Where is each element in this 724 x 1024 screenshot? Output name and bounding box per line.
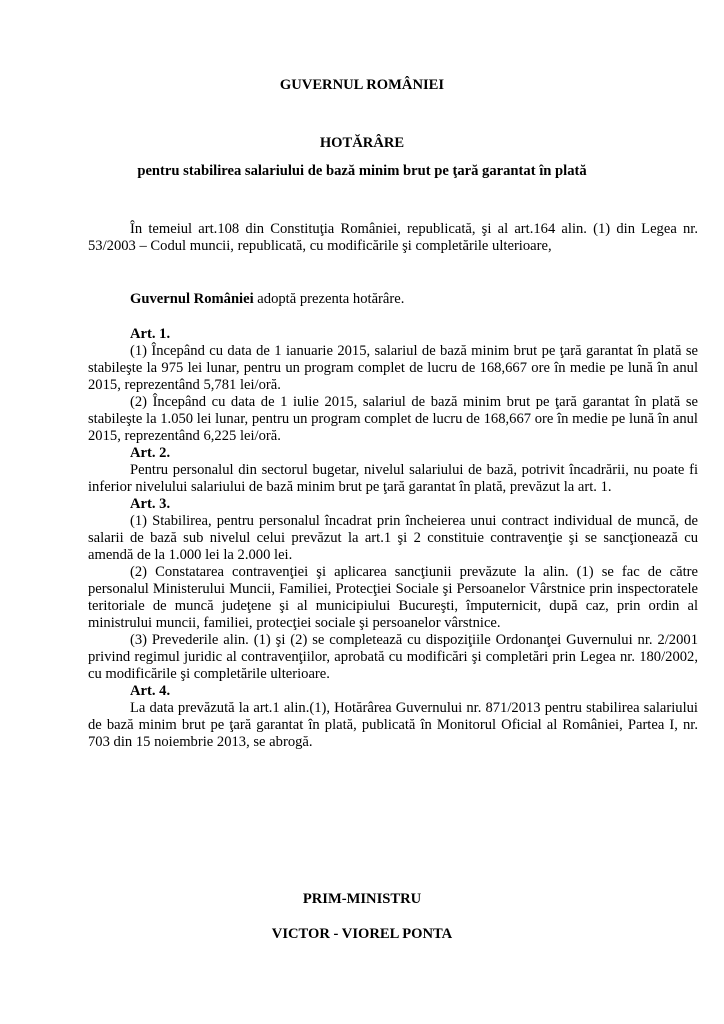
adoption-text: adoptă prezenta hotărâre. (253, 291, 405, 307)
preamble-paragraph (88, 221, 698, 255)
adopting-body: Guvernul României (130, 291, 254, 307)
article-paragraph: (1) Începând cu data de 1 ianuarie 2015, salariul de bază minim brut pe ţară garantat în plată se stabileşte la 975 lei lunar, pentru un program complet de lucru de 168,667 ore în medie pe lună în anul 2015, reprezentând 5,781 lei/oră. (88, 343, 698, 393)
article-paragraph: (2) Constatarea contravenţiei şi aplicarea sancţiunii prevăzute la alin. (1) se fac de către personalul Ministerului Muncii, Familiei, Protecţiei Sociale şi Persoanelor Vârstnice prin inspectoratele teritoriale de muncă judeţene şi al municipiului Bucureşti, împuternicit, după caz, prin ordin al ministrului muncii, familiei, protecţiei sociale şi persoanelor vârstnice. (88, 564, 698, 631)
article-paragraph: Pentru personalul din sectorul bugetar, nivelul salariului de bază, potrivit încadrării, nu poate fi inferior nivelului salariului de bază minim brut pe ţară garantat în plată, prevăzut la art. 1. (88, 462, 698, 495)
preamble-text: În temeiul art.108 din Constituţia României, republicată, şi al art.164 alin. (1) din Legea nr. 53/2003 – Codul muncii, republicată, cu modificările şi completările ulterioare, (88, 221, 698, 254)
adoption-statement (88, 291, 698, 308)
article-title: Art. 3. (130, 496, 171, 512)
article-title: Art. 2. (130, 445, 171, 461)
signatory-name: VICTOR - VIOREL PONTA (271, 926, 453, 942)
article-title: Art. 1. (130, 326, 171, 342)
signatory-role: PRIM-MINISTRU (302, 891, 422, 907)
article-paragraph: (2) Începând cu data de 1 iulie 2015, salariul de bază minim brut pe ţară garantat în plată se stabileşte la 1.050 lei lunar, pentru un program complet de lucru de 168,667 ore în medie pe lună în anul 2015, reprezentând 6,225 lei/oră. (88, 394, 698, 444)
government-heading: GUVERNUL ROMÂNIEI (279, 77, 445, 93)
article-paragraph: (3) Prevederile alin. (1) şi (2) se completează cu dispoziţiile Ordonanţei Guvernului nr. 2/2001 privind regimul juridic al contravenţiilor, aprobată cu modificări şi completări prin Legea nr. 180/2002, cu modificările şi completările ulterioare. (88, 632, 698, 682)
articles-section (88, 326, 698, 751)
article-paragraph: La data prevăzută la art.1 alin.(1), Hotărârea Guvernului nr. 871/2013 pentru stabilirea salariului de bază minim brut pe ţară garantat în plată, publicată în Monitorul Oficial al României, Partea I, nr. 703 din 15 noiembrie 2013, se abrogă. (88, 700, 698, 750)
document-type-title: HOTĂRÂRE (319, 135, 405, 151)
article-paragraph: (1) Stabilirea, pentru personalul încadrat prin încheierea unui contract individual de muncă, de salarii de bază sub nivelul celui prevăzut la art.1 şi 2 constituie contravenţie şi se sancţionează cu amendă de la 1.000 lei la 2.000 lei. (88, 513, 698, 563)
document-subject: pentru stabilirea salariului de bază minim brut pe ţară garantat în plată (137, 163, 587, 179)
article-title: Art. 4. (130, 683, 171, 699)
